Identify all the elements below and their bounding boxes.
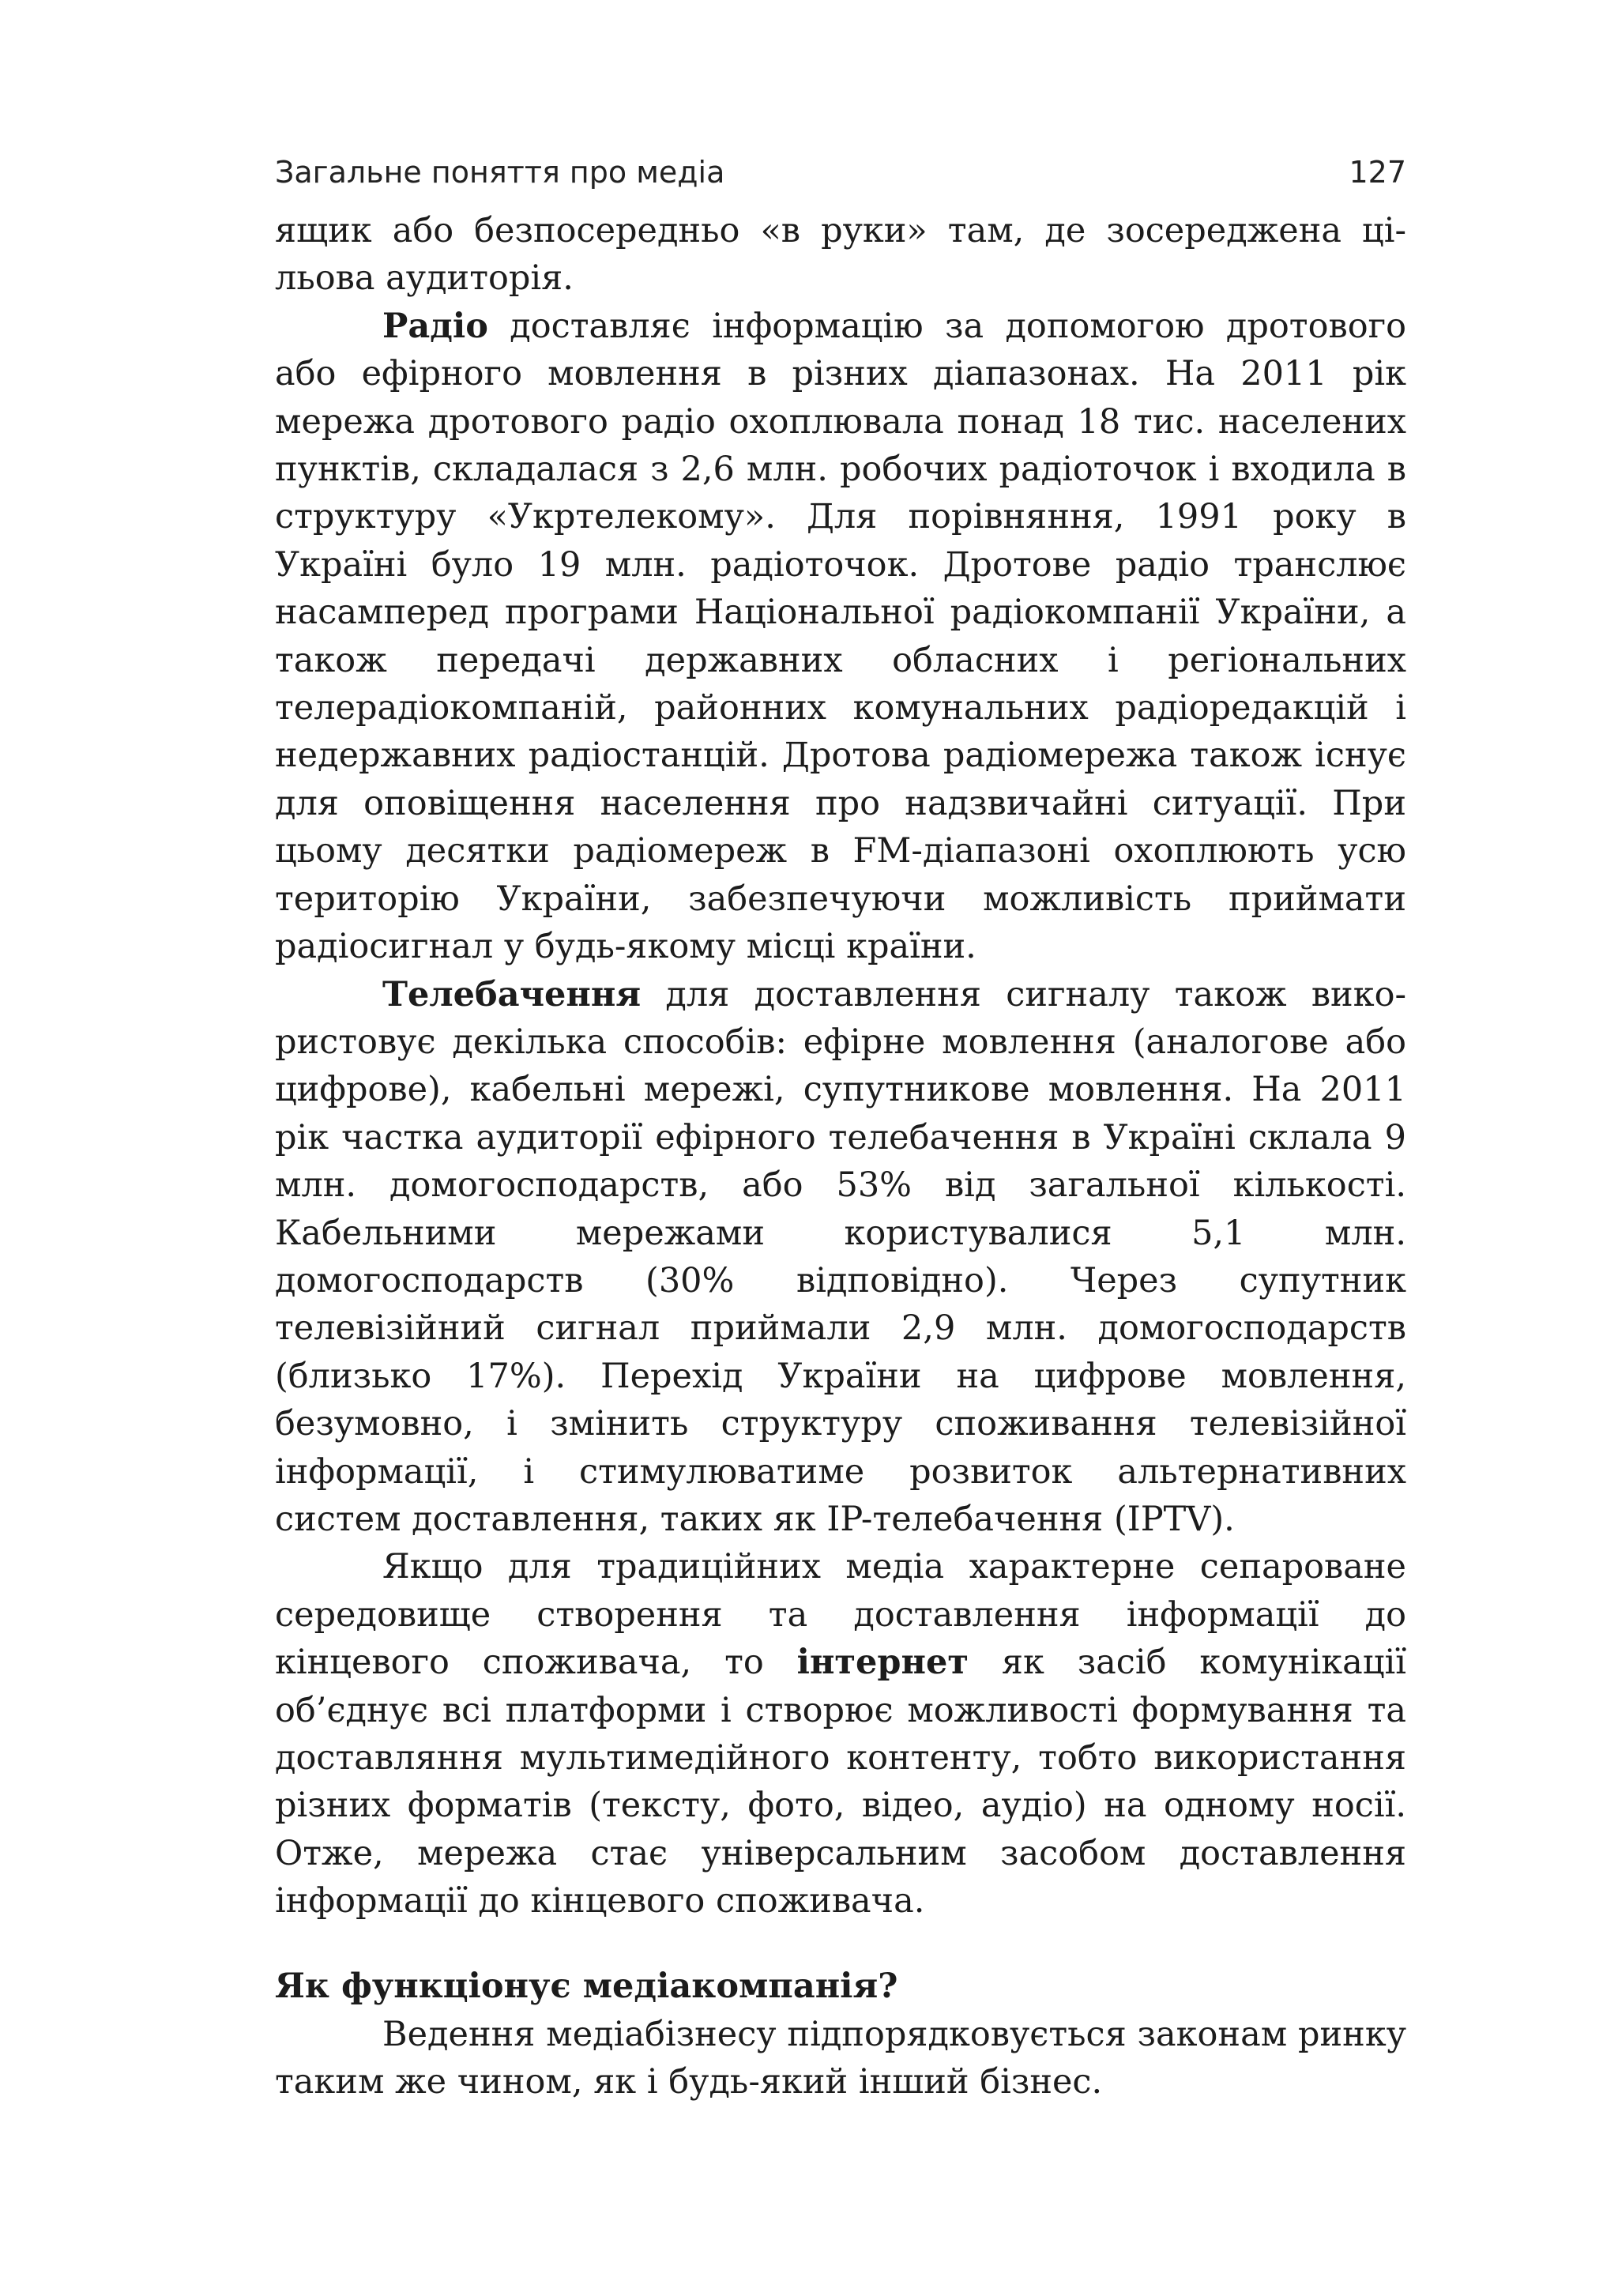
radio-paragraph bbox=[275, 303, 1406, 971]
internet-text-after: як засіб комунікації об’єднує всі платформи і створює можливості формування та доставляння мультимедійного контенту, тобто використання різних форматів (тексту, фото, відео, аудіо) на одному носії. Отже, мережа стає універсальним засобом доставлення інформації до кінцевого споживача. bbox=[275, 1643, 1406, 1921]
running-title: Загальне поняття про медіа bbox=[275, 155, 725, 190]
radio-term: Радіо bbox=[382, 306, 488, 346]
section-body bbox=[275, 2011, 1406, 2106]
television-term: Телебачення bbox=[382, 974, 642, 1014]
internet-paragraph bbox=[275, 1543, 1406, 1925]
internet-text-before: Якщо для традиційних медіа характерне сепароване середовище створення та доставлення інформації до кінцевого споживача, то bbox=[275, 1547, 1406, 1683]
radio-text: доставляє інформацію за допомогою дротового або ефірного мовлення в різних діапазонах. На 2011 рік мережа дротового радіо охоплювала понад 18 тис. населених пунктів, складалася з 2,6 млн. робочих радіоточок і входила в структуру «Укртелекому». Для порівняння, 1991 року в Україні було 19 млн. радіоточок. Дротове радіо транслює насамперед програми Національної радіокомпанії України, а також передачі державних обласних і регіональних телерадіокомпаній, районних комунальних радіоредакцій і недержавних радіостанцій. Дротова радіомережа також існує для оповіщення населення про надзвичайні ситуації. При цьому десятки радіомереж в FM-діапазоні охоплюють усю територію України, забезпечуючи можливість приймати радіосигнал у будь-якому місці країни. bbox=[275, 306, 1406, 967]
internet-term: інтернет bbox=[796, 1643, 969, 1683]
television-paragraph bbox=[275, 971, 1406, 1544]
television-text: для доставлення сигналу також використовує декілька способів: ефірне мовлення (аналогове або цифрове), кабельні мережі, супутникове мовлення. На 2011 рік частка аудиторії ефірного телебачення в Україні склала 9 млн. домогосподарств, або 53% від загальної кількості. Кабельними мережами користувалися 5,1 млн. домогосподарств (30% відповідно). Через супутник телевізійний сигнал приймали 2,9 млн. домогосподарств (близько 17%). Перехід України на цифрове мовлення, безумовно, і змінить структуру споживання телевізійної інформації, і стимулюватиме розвиток альтернативних систем доставлення, таких як IP-телебачення (IPTV). bbox=[275, 974, 1406, 1539]
continuation-paragraph: ящик або безпосередньо «в руки» там, де зосереджена цільова аудиторія. bbox=[275, 211, 1406, 299]
running-header bbox=[275, 152, 1406, 193]
body-text bbox=[275, 207, 1406, 1925]
section-heading: Як функціонує медіакомпанія? bbox=[275, 1967, 898, 2006]
section-first-paragraph: Ведення медіабізнесу підпорядковується законам ринку таким же чином, як і будь-який інший бізнес. bbox=[275, 2015, 1406, 2102]
page-number: 127 bbox=[1349, 155, 1406, 190]
